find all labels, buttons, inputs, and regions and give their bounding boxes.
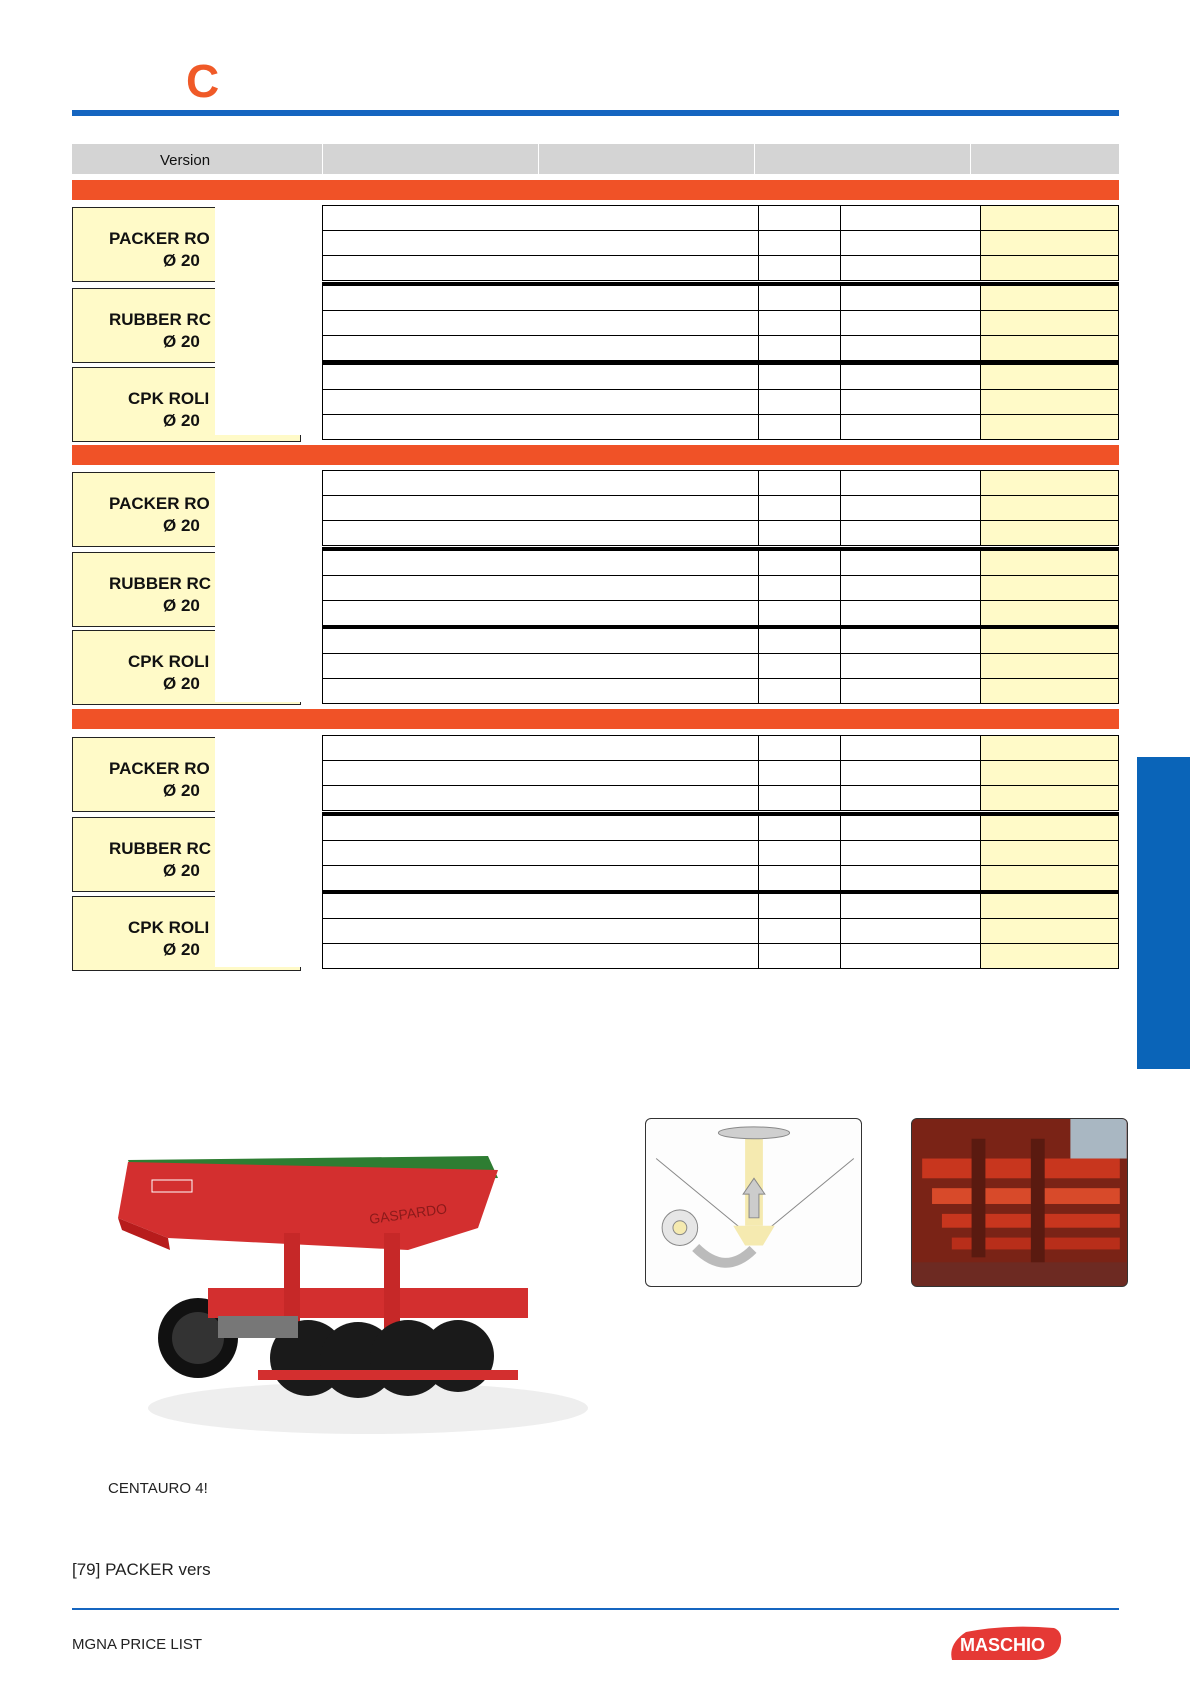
roller-name: RUBBER RC <box>109 574 211 593</box>
price-rows-group <box>322 361 1119 440</box>
header-separator <box>322 144 323 174</box>
roller-name: CPK ROLI <box>128 918 210 937</box>
price-cell <box>980 654 1119 678</box>
table-row <box>322 311 1119 336</box>
price-cell <box>980 736 1119 760</box>
maschio-logo <box>946 1622 1066 1666</box>
price-cell <box>980 601 1119 625</box>
section-bar <box>72 445 1119 465</box>
side-tab <box>1137 757 1190 1069</box>
table-row <box>322 786 1119 811</box>
price-cell <box>980 576 1119 600</box>
logo-text: MASCHIO <box>960 1635 1045 1655</box>
table-row <box>322 286 1119 311</box>
roller-diameter: Ø 20 <box>163 674 200 693</box>
price-cell <box>980 256 1119 280</box>
table-row <box>322 365 1119 390</box>
table-row <box>322 336 1119 361</box>
roller-diameter: Ø 20 <box>163 861 200 880</box>
table-row <box>322 256 1119 281</box>
airflow-diagram <box>645 1118 862 1287</box>
price-cell <box>980 521 1119 545</box>
price-rows-group <box>322 625 1119 704</box>
price-cell <box>980 336 1119 360</box>
price-rows-group <box>322 205 1119 281</box>
roller-name: PACKER RO <box>109 229 210 248</box>
price-rows-group <box>322 890 1119 969</box>
roller-diameter: Ø 20 <box>163 596 200 615</box>
price-cell <box>980 551 1119 575</box>
machine-photo <box>911 1118 1128 1287</box>
label-mask <box>215 205 301 435</box>
price-cell <box>980 866 1119 890</box>
table-row <box>322 841 1119 866</box>
table-row <box>322 390 1119 415</box>
table-row <box>322 919 1119 944</box>
table-row <box>322 894 1119 919</box>
table-row <box>322 866 1119 891</box>
table-row <box>322 601 1119 626</box>
roller-name: CPK ROLI <box>128 652 210 671</box>
header-separator <box>970 144 971 174</box>
table-row <box>322 736 1119 761</box>
price-cell <box>980 496 1119 520</box>
table-row <box>322 576 1119 601</box>
roller-name: RUBBER RC <box>109 839 211 858</box>
roller-name: RUBBER RC <box>109 310 211 329</box>
label-mask <box>215 470 301 702</box>
price-cell <box>980 786 1119 810</box>
seed-hopper-image <box>108 1138 588 1438</box>
table-row <box>322 471 1119 496</box>
price-cell <box>980 944 1119 968</box>
roller-name: CPK ROLI <box>128 389 210 408</box>
price-cell <box>980 231 1119 255</box>
price-cell <box>980 286 1119 310</box>
price-rows-group <box>322 735 1119 811</box>
price-cell <box>980 311 1119 335</box>
table-row <box>322 761 1119 786</box>
price-cell <box>980 761 1119 785</box>
table-row <box>322 551 1119 576</box>
footer-rule <box>72 1608 1119 1610</box>
table-row <box>322 415 1119 440</box>
price-cell <box>980 629 1119 653</box>
roller-name: PACKER RO <box>109 494 210 513</box>
price-cell <box>980 919 1119 943</box>
table-row <box>322 496 1119 521</box>
table-row <box>322 816 1119 841</box>
image-caption: CENTAURO 4! <box>108 1480 208 1497</box>
page-title: C <box>186 55 220 107</box>
table-row <box>322 944 1119 969</box>
table-row <box>322 629 1119 654</box>
table-row <box>322 521 1119 546</box>
price-cell <box>980 679 1119 703</box>
title-rule <box>72 110 1119 116</box>
section-bar <box>72 709 1119 729</box>
price-cell <box>980 390 1119 414</box>
roller-diameter: Ø 20 <box>163 251 200 270</box>
header-separator <box>754 144 755 174</box>
roller-diameter: Ø 20 <box>163 940 200 959</box>
price-rows-group <box>322 812 1119 891</box>
table-row <box>322 654 1119 679</box>
roller-name: PACKER RO <box>109 759 210 778</box>
price-cell <box>980 816 1119 840</box>
roller-diameter: Ø 20 <box>163 781 200 800</box>
price-cell <box>980 365 1119 389</box>
roller-diameter: Ø 20 <box>163 516 200 535</box>
price-rows-group <box>322 282 1119 361</box>
footer-text: MGNA PRICE LIST <box>72 1636 203 1653</box>
section-bar <box>72 180 1119 200</box>
price-cell <box>980 471 1119 495</box>
footnote: [79] PACKER vers <box>72 1560 211 1579</box>
header-separator <box>538 144 539 174</box>
price-rows-group <box>322 547 1119 626</box>
version-header-bar <box>72 144 1119 174</box>
price-cell <box>980 894 1119 918</box>
price-cell <box>980 415 1119 439</box>
version-label: Version <box>160 152 211 169</box>
table-row <box>322 679 1119 704</box>
price-cell <box>980 841 1119 865</box>
label-mask <box>215 735 301 967</box>
table-row <box>322 206 1119 231</box>
table-row <box>322 231 1119 256</box>
roller-diameter: Ø 20 <box>163 332 200 351</box>
price-cell <box>980 206 1119 230</box>
roller-diameter: Ø 20 <box>163 411 200 430</box>
price-rows-group <box>322 470 1119 546</box>
hopper-brand: GASPARDO <box>368 1200 448 1227</box>
